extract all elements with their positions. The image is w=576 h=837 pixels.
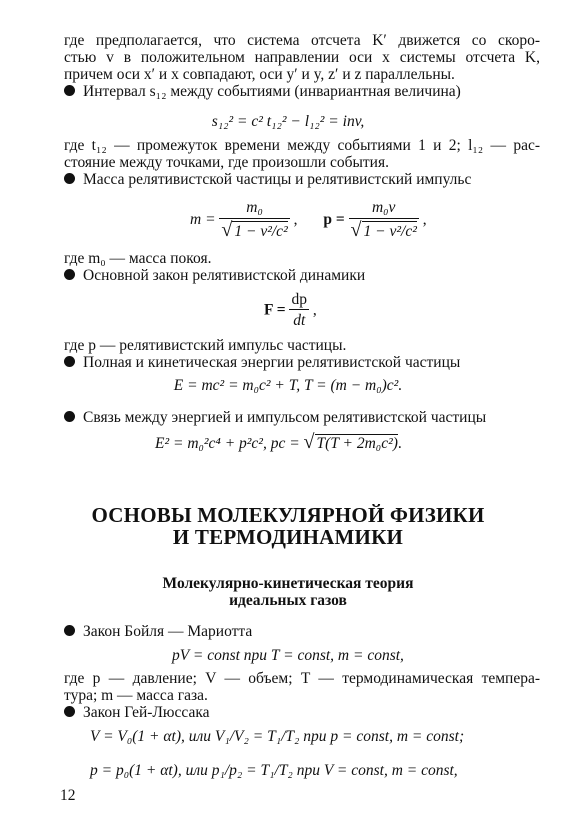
fraction bbox=[219, 198, 289, 242]
bullet-icon bbox=[64, 356, 75, 367]
numerator: m₀ bbox=[246, 199, 263, 216]
radicand: T(T + 2m₀c²) bbox=[316, 435, 398, 452]
bullet-item bbox=[64, 704, 210, 722]
formula-gay-lussac-1: V = V₀(1 + αt), или V₁/V₂ = T₁/T₂ при p = const, m = const; bbox=[90, 728, 465, 745]
formula-lhs: m = bbox=[190, 211, 216, 228]
sqrt-icon: √ bbox=[303, 431, 315, 453]
denominator bbox=[349, 218, 419, 242]
denominator: dt bbox=[289, 309, 309, 330]
bullet-text: Закон Бойля — Мариотта bbox=[83, 623, 253, 640]
bullet-icon bbox=[64, 173, 75, 184]
sqrt-icon: √ bbox=[221, 219, 233, 241]
radicand: 1 − v²/c² bbox=[234, 223, 288, 240]
formula-energy: E = mc² = m₀c² + T, T = (m − m₀)c². bbox=[173, 377, 403, 394]
bullet-text: Интервал s₁₂ между событиями (инвариантная величина) bbox=[83, 83, 461, 100]
bullet-icon bbox=[64, 85, 75, 96]
text-line: причем оси x′ и x совпадают, оси y′ и y, z′ и z параллельны. bbox=[64, 66, 455, 83]
formula-lhs: F = bbox=[264, 301, 286, 319]
radicand: 1 − v²/c² bbox=[363, 223, 417, 240]
bullet-icon bbox=[64, 411, 75, 422]
formula-energy-momentum: E² = m₀²c⁴ + p²c², pc = √ T(T + 2m₀c²). bbox=[155, 431, 402, 453]
fraction bbox=[349, 198, 419, 242]
formula-mass-momentum: m = $\frac{\text{m₀}}{\text{√ 1 − v²/c²}}$ , p = $\frac{\text{m₀v}}{\text{√ 1 − v²/c²}}$ , bbox=[190, 199, 427, 241]
section-title: ОСНОВЫ МОЛЕКУЛЯРНОЙ ФИЗИКИ bbox=[91, 503, 485, 527]
page-number: 12 bbox=[60, 787, 76, 804]
bullet-item bbox=[64, 354, 460, 372]
text-line: тура; m — масса газа. bbox=[64, 687, 208, 704]
bullet-item bbox=[64, 171, 471, 189]
bullet-icon bbox=[64, 706, 75, 717]
bullet-item bbox=[64, 623, 252, 641]
sqrt-icon: √ bbox=[350, 219, 362, 241]
text-line: где предполагается, что система отсчета K′ движется со скоро- bbox=[64, 32, 540, 49]
bullet-item bbox=[64, 83, 461, 101]
numerator: dp bbox=[291, 291, 307, 308]
bullet-icon bbox=[64, 269, 75, 280]
numerator: m₀v bbox=[371, 199, 396, 216]
bullet-text: Закон Гей-Люссака bbox=[83, 704, 210, 721]
formula-gay-lussac-2: p = p₀(1 + αt), или p₁/p₂ = T₁/T₂ при V = const, m = const, bbox=[90, 762, 458, 779]
section-title: И ТЕРМОДИНАМИКИ bbox=[172, 525, 404, 549]
bullet-text: Масса релятивистской частицы и релятивистский импульс bbox=[83, 171, 472, 188]
bullet-text: Связь между энергией и импульсом релятивистской частицы bbox=[83, 409, 487, 426]
text-line: стью v в положительном направлении оси x системы отсчета K, bbox=[64, 49, 540, 66]
text-line: где t₁₂ — промежуток времени между событиями 1 и 2; l₁₂ — рас- bbox=[64, 137, 540, 154]
denominator bbox=[219, 218, 289, 242]
formula-dynamics: F = $\frac{dp}{dt}$ , bbox=[264, 291, 317, 329]
subsection-title: идеальных газов bbox=[229, 592, 347, 609]
text-line: где p — релятивистский импульс частицы. bbox=[64, 337, 347, 354]
subsection-title: Молекулярно-кинетическая теория bbox=[162, 575, 414, 592]
text-line: где p — давление; V — объем; T — термодинамическая темпера- bbox=[64, 670, 540, 687]
formula-interval: s₁₂² = c² t₁₂² − l₁₂² = inv, bbox=[211, 113, 365, 130]
text-line: стояние между точками, где произошли события. bbox=[64, 154, 389, 171]
bullet-icon bbox=[64, 625, 75, 636]
bullet-item bbox=[64, 409, 486, 427]
formula-boyle: pV = const при T = const, m = const, bbox=[172, 647, 404, 664]
text-line: где m₀ — масса покоя. bbox=[64, 250, 212, 267]
bullet-text: Основной закон релятивистской динамики bbox=[83, 267, 366, 284]
fraction bbox=[289, 290, 309, 330]
formula-lhs: p = bbox=[323, 211, 345, 228]
formula-part: E² = m₀²c⁴ + p²c², pc = bbox=[155, 435, 300, 452]
bullet-text: Полная и кинетическая энергии релятивистской частицы bbox=[83, 354, 461, 371]
bullet-item bbox=[64, 267, 365, 285]
